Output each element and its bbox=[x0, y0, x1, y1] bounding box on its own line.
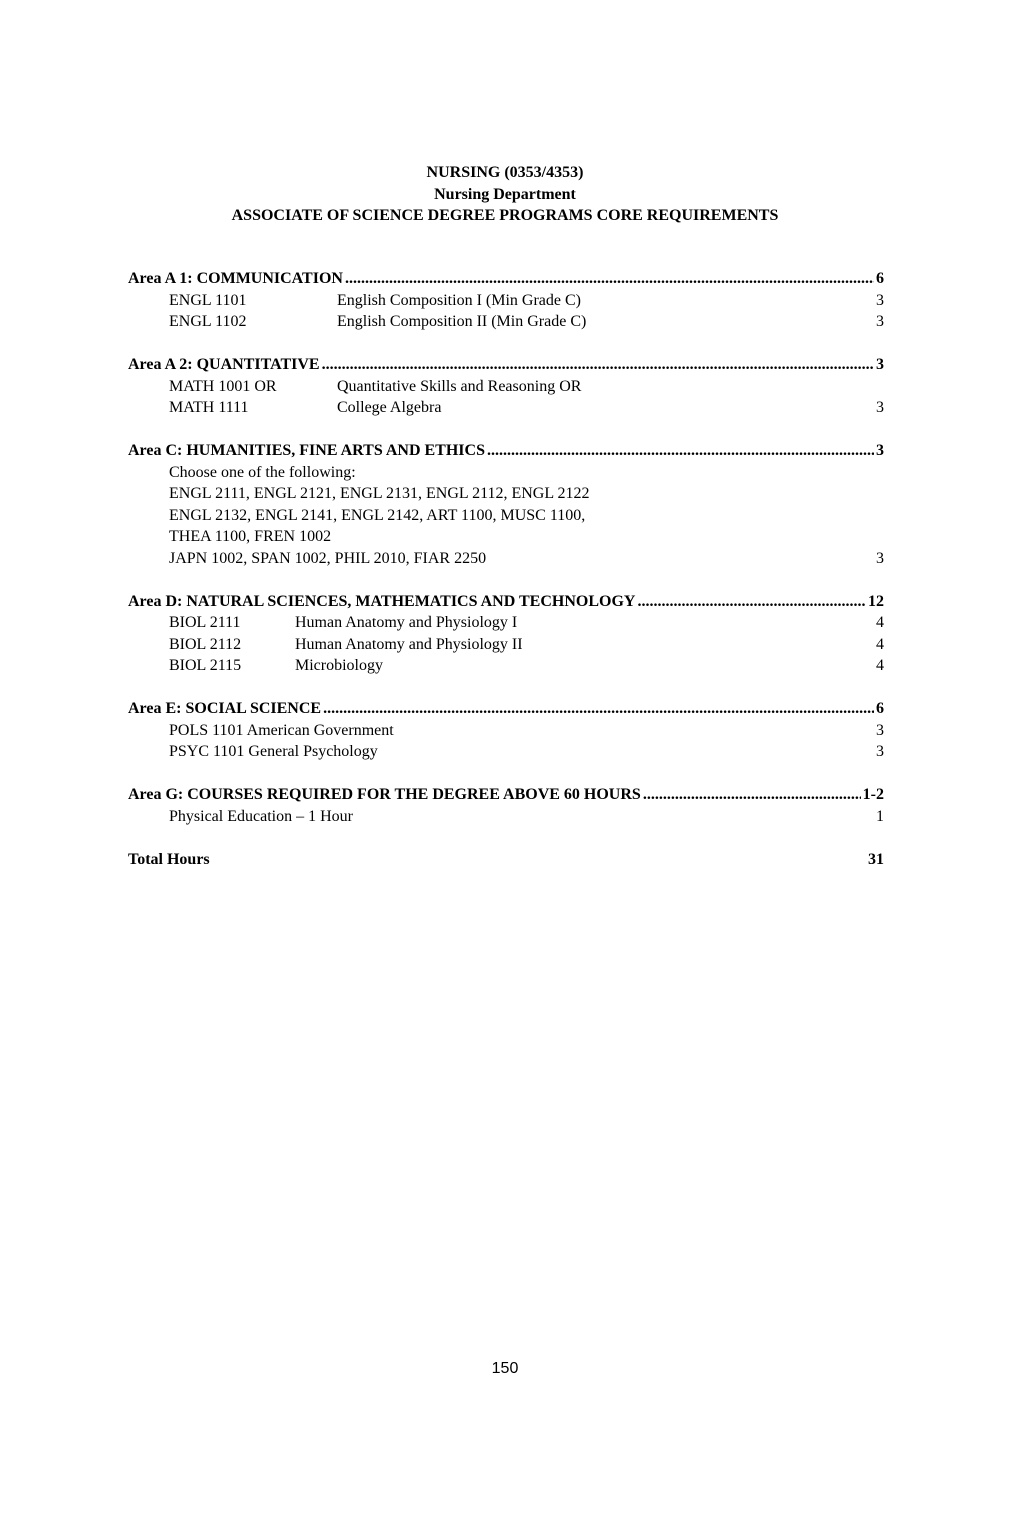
area-hours: 3 bbox=[876, 442, 884, 459]
course-line-text: POLS 1101 American Government bbox=[169, 721, 394, 739]
area-heading bbox=[128, 784, 884, 806]
area-heading bbox=[128, 591, 884, 613]
total-hours-row bbox=[128, 849, 884, 871]
course-name: Quantitative Skills and Reasoning OR bbox=[337, 377, 582, 395]
area-title: Area E: SOCIAL SCIENCE bbox=[128, 700, 322, 717]
course-name: Human Anatomy and Physiology II bbox=[295, 635, 523, 653]
course-line-text: THEA 1100, FREN 1002 bbox=[169, 528, 332, 545]
course-hours bbox=[844, 462, 884, 484]
course-row bbox=[128, 311, 884, 333]
area-title: Area D: NATURAL SCIENCES, MATHEMATICS AND TECHNOLOGY bbox=[128, 592, 636, 610]
course-hours bbox=[844, 483, 884, 505]
course-line-text: PSYC 1101 General Psychology bbox=[169, 743, 378, 760]
course-line bbox=[128, 505, 884, 527]
area-hours: 6 bbox=[876, 270, 884, 287]
course-name: Microbiology bbox=[295, 657, 383, 674]
course-row bbox=[128, 376, 884, 398]
area-e-section bbox=[128, 698, 884, 763]
area-heading bbox=[128, 698, 884, 720]
course-row bbox=[128, 290, 884, 312]
course-hours: 4 bbox=[876, 657, 884, 674]
department-name: Nursing Department bbox=[434, 185, 576, 203]
course-hours bbox=[844, 376, 884, 398]
course-line bbox=[128, 462, 884, 484]
course-hours: 3 bbox=[876, 743, 884, 760]
area-title: Area C: HUMANITIES, FINE ARTS AND ETHICS bbox=[128, 442, 485, 459]
course-hours bbox=[844, 505, 884, 527]
dot-leader bbox=[322, 354, 874, 376]
course-line-text: ENGL 2132, ENGL 2141, ENGL 2142, ART 1100, MUSC 1100, bbox=[169, 506, 586, 524]
area-title: Area A 1: COMMUNICATION bbox=[128, 270, 343, 287]
area-d-section bbox=[128, 591, 884, 677]
course-hours: 3 bbox=[876, 313, 884, 330]
course-line bbox=[128, 741, 884, 763]
course-code: BIOL 2112 bbox=[169, 635, 242, 653]
area-c-section bbox=[128, 440, 884, 569]
course-name: English Composition I (Min Grade C) bbox=[337, 291, 581, 309]
area-heading bbox=[128, 440, 884, 462]
course-name: Human Anatomy and Physiology I bbox=[295, 614, 518, 631]
course-hours: 3 bbox=[876, 291, 884, 309]
course-code: BIOL 2111 bbox=[169, 614, 241, 631]
dot-leader bbox=[345, 268, 874, 290]
area-a1-section bbox=[128, 268, 884, 333]
course-hours: 3 bbox=[876, 721, 884, 739]
course-hours: 3 bbox=[876, 549, 884, 567]
course-hours: 3 bbox=[876, 399, 884, 416]
total-value: 31 bbox=[868, 850, 884, 868]
course-row bbox=[128, 634, 884, 656]
course-code: ENGL 1101 bbox=[169, 291, 247, 309]
course-line bbox=[128, 526, 884, 548]
total-label: Total Hours bbox=[128, 850, 210, 868]
requirements-list bbox=[128, 268, 884, 870]
area-heading bbox=[128, 268, 884, 290]
course-line-text: Physical Education – 1 Hour bbox=[169, 807, 353, 825]
area-hours: 6 bbox=[876, 700, 884, 717]
course-code: ENGL 1102 bbox=[169, 313, 247, 330]
course-row bbox=[128, 612, 884, 634]
area-hours: 3 bbox=[876, 356, 884, 373]
area-title: Area G: COURSES REQUIRED FOR THE DEGREE ABOVE 60 HOURS bbox=[128, 786, 641, 803]
course-name: College Algebra bbox=[337, 399, 442, 416]
course-code: BIOL 2115 bbox=[169, 657, 242, 674]
dot-leader bbox=[487, 440, 874, 462]
course-row bbox=[128, 655, 884, 677]
course-line-text: ENGL 2111, ENGL 2121, ENGL 2131, ENGL 2112, ENGL 2122 bbox=[169, 485, 590, 502]
course-hours: 4 bbox=[876, 614, 884, 631]
course-line bbox=[128, 806, 884, 828]
course-hours: 1 bbox=[876, 807, 884, 825]
course-name: English Composition II (Min Grade C) bbox=[337, 313, 587, 330]
dot-leader bbox=[323, 698, 874, 720]
area-g-section bbox=[128, 784, 884, 827]
program-title: NURSING (0353/4353) bbox=[426, 164, 584, 181]
dot-leader bbox=[643, 784, 861, 806]
document-heading: ASSOCIATE OF SCIENCE DEGREE PROGRAMS CORE REQUIREMENTS bbox=[231, 207, 779, 224]
course-line-text: Choose one of the following: bbox=[169, 463, 356, 481]
dot-leader bbox=[637, 591, 866, 613]
course-row bbox=[128, 397, 884, 419]
course-code: MATH 1001 OR bbox=[169, 377, 277, 395]
course-line-text: JAPN 1002, SPAN 1002, PHIL 2010, FIAR 2250 bbox=[169, 549, 487, 567]
course-line bbox=[128, 720, 884, 742]
area-heading bbox=[128, 354, 884, 376]
course-code: MATH 1111 bbox=[169, 399, 249, 416]
course-line bbox=[128, 483, 884, 505]
course-hours: 4 bbox=[876, 635, 884, 653]
course-line bbox=[128, 548, 884, 570]
area-hours: 12 bbox=[868, 592, 884, 610]
page-header bbox=[0, 162, 1010, 227]
area-a2-section bbox=[128, 354, 884, 419]
area-title: Area A 2: QUANTITATIVE bbox=[128, 356, 320, 373]
course-hours bbox=[844, 526, 884, 548]
page-number: 150 bbox=[491, 1360, 519, 1377]
area-hours: 1-2 bbox=[862, 786, 884, 803]
